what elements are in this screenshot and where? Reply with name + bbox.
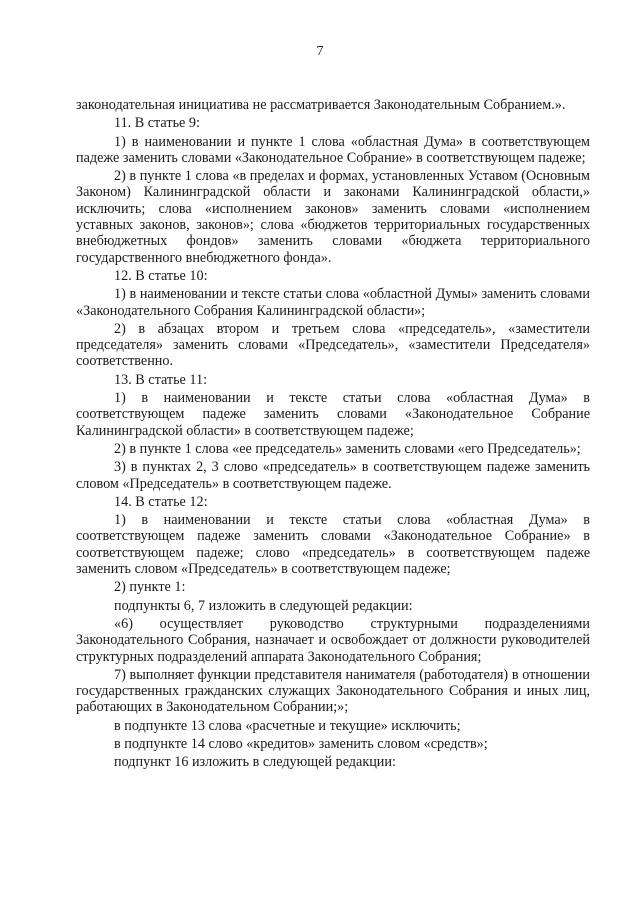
paragraph: подпункт 16 изложить в следующей редакции:	[114, 754, 396, 771]
paragraph: «6) осуществляет руководство структурными подразделениями Законодательного Собрания, назначает и освобождает от должности руководителей структурных подразделений аппарата Законодательного Собрания;	[76, 615, 590, 665]
paragraph: 11. В статье 9:	[114, 115, 200, 132]
paragraph: 13. В статье 11:	[114, 371, 208, 388]
paragraph: 1) в наименовании и тексте статьи слова «областная Дума» в соответствующем падеже заменить словами «Законодательное Собрание» в соответствующем падеже; слово «председатель» в соответствующем падеже заменить словом «Председатель» в соответствующем падеже;	[76, 512, 590, 578]
paragraph: 1) в наименовании и пункте 1 слова «областная Дума» в соответствующем падеже заменить словами «Законодательное Собрание» в соответствующем падеже;	[76, 133, 590, 166]
paragraph: 2) в абзацах втором и третьем слова «председатель», «заместители председателя» заменить словами «Председатель», «заместители Председателя» соответственно.	[76, 320, 590, 370]
paragraph: 2) пункте 1:	[114, 579, 186, 596]
paragraph: 7) выполняет функции представителя нанимателя (работодателя) в отношении государственных гражданских служащих Законодательного Собрания и иных лиц, работающих в Законодательном Собрании;»;	[76, 666, 590, 716]
paragraph: 14. В статье 12:	[114, 493, 208, 510]
paragraph: в подпункте 14 слово «кредитов» заменить словом «средств»;	[114, 735, 488, 752]
paragraph: 3) в пунктах 2, 3 слово «председатель» в соответствующем падеже заменить словом «Председатель» в соответствующем падеже.	[76, 459, 590, 492]
paragraph: 2) в пункте 1 слова «в пределах и формах, установленных Уставом (Основным Законом) Калининградской области и законами Калининградской области,» исключить; слова «исполнением законов» заменить словами «исполнением уставных законов, законов»; слова «бюджетов территориальных государственных внебюджетных фондов» заменить словами «бюджета территориального государственного внебюджетного фонда».	[76, 168, 590, 266]
paragraph: подпункты 6, 7 изложить в следующей редакции:	[114, 597, 413, 614]
page-number: 7	[316, 44, 324, 59]
paragraph: 2) в пункте 1 слова «ее председатель» заменить словами «его Председатель»;	[114, 440, 581, 457]
paragraph: 12. В статье 10:	[114, 267, 208, 284]
paragraph: 1) в наименовании и тексте статьи слова «областная Дума» в соответствующем падеже заменить словами «Законодательное Собрание Калининградской области» в соответствующем падеже;	[76, 390, 590, 439]
paragraph: в подпункте 13 слова «расчетные и текущие» исключить;	[114, 717, 461, 734]
document-body	[76, 97, 590, 773]
paragraph: законодательная инициатива не рассматривается Законодательным Собранием.».	[76, 97, 566, 113]
paragraph: 1) в наименовании и тексте статьи слова «областной Думы» заменить словами «Законодательного Собрания Калининградской области»;	[76, 286, 590, 319]
